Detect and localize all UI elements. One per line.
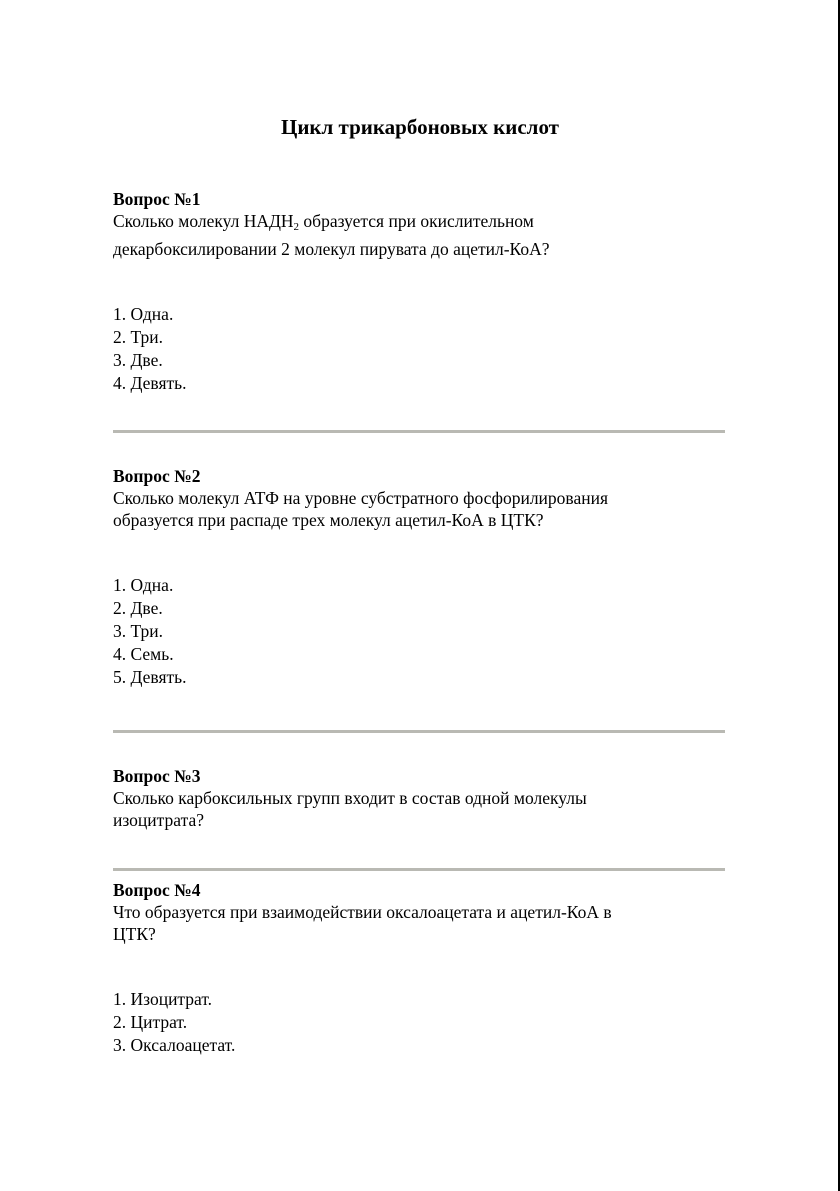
answer-option: 2. Цитрат.	[113, 1012, 188, 1032]
answer-option: 5. Девять.	[113, 667, 187, 687]
question-text-line: образуется при распаде трех молекул ацетил-КоА в ЦТК?	[113, 510, 544, 530]
question-text	[113, 901, 733, 945]
question-text-line: Что образуется при взаимодействии оксалоацетата и ацетил-КоА в	[113, 902, 612, 922]
question-heading: Вопрос №2	[113, 466, 201, 486]
question-4	[113, 879, 733, 1073]
question-text	[113, 210, 733, 260]
question-text-line: ЦТК?	[113, 924, 156, 944]
question-text	[113, 787, 733, 831]
separator-line	[113, 730, 725, 733]
question-heading: Вопрос №4	[113, 880, 201, 900]
question-text-line: декарбоксилировании 2 молекул пирувата до ацетил-КоА?	[113, 239, 550, 259]
answer-option: 3. Две.	[113, 350, 163, 370]
answer-option: 4. Девять.	[113, 373, 187, 393]
separator-line	[113, 430, 725, 433]
answer-option: 1. Одна.	[113, 304, 174, 324]
question-text-line: Сколько карбоксильных групп входит в состав одной молекулы	[113, 788, 587, 808]
question-heading: Вопрос №3	[113, 766, 201, 786]
separator-line	[113, 868, 725, 871]
answer-option: 4. Семь.	[113, 644, 174, 664]
answer-options	[113, 303, 733, 395]
answer-option: 3. Оксалоацетат.	[113, 1035, 236, 1055]
question-3	[113, 765, 733, 831]
subscript: 2	[293, 221, 300, 233]
question-text-part: Сколько молекул НАДН	[113, 211, 294, 231]
answer-options	[113, 988, 733, 1057]
question-text-line: изоцитрата?	[113, 810, 204, 830]
page-title: Цикл трикарбоновых кислот	[280, 115, 559, 139]
question-text-line: Сколько молекул АТФ на уровне субстратного фосфорилирования	[113, 488, 608, 508]
answer-option: 3. Три.	[113, 621, 164, 641]
answer-option: 2. Три.	[113, 327, 164, 347]
question-text	[113, 487, 733, 531]
question-text-part: образуется при окислительном	[299, 211, 534, 231]
answer-option: 2. Две.	[113, 598, 163, 618]
question-heading: Вопрос №1	[113, 189, 201, 209]
question-1	[113, 188, 733, 411]
answer-option: 1. Изоцитрат.	[113, 989, 213, 1009]
answer-options	[113, 574, 733, 689]
question-2	[113, 465, 733, 705]
answer-option: 1. Одна.	[113, 575, 174, 595]
